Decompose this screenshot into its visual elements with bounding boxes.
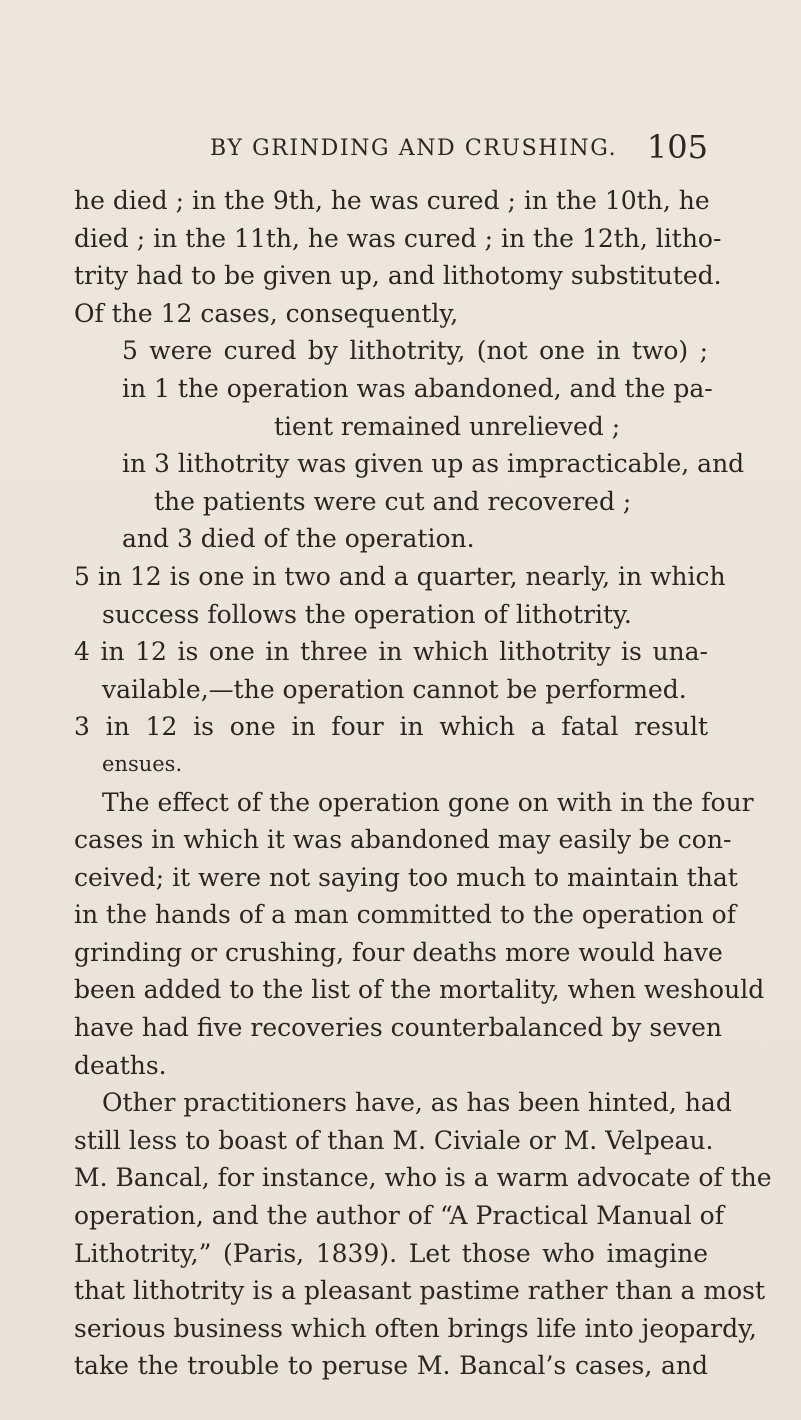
text-line: been added to the list of the mortality, when weshould <box>74 975 765 1005</box>
text-line: 4 in 12 is one in three in which lithotrity is una- <box>74 637 708 667</box>
text-line: Of the 12 cases, consequently, <box>74 298 459 328</box>
text-line: The effect of the operation gone on with in the four <box>102 787 754 817</box>
text-line: still less to boast of than M. Civiale or M. Velpeau. <box>74 1125 714 1155</box>
text-line: 5 in 12 is one in two and a quarter, nearly, in which <box>74 561 726 591</box>
text-line: died ; in the 11th, he was cured ; in the 12th, litho- <box>74 223 722 253</box>
text-line: in 3 lithotrity was given up as impracticable, and <box>122 449 745 479</box>
text-line: vailable,—the operation cannot be performed. <box>102 674 687 704</box>
text-line: operation, and the author of “A Practical Manual of <box>74 1201 724 1231</box>
text-line: serious business which often brings life into jeopardy, <box>74 1313 757 1343</box>
text-line: that lithotrity is a pleasant pastime rather than a most <box>74 1276 766 1306</box>
text-line: 3 in 12 is one in four in which a fatal result <box>74 712 708 742</box>
text-line: ensues. <box>102 751 183 776</box>
page-header <box>210 128 708 172</box>
text-line: in the hands of a man committed to the operation of <box>74 900 736 930</box>
text-line: cases in which it was abandoned may easily be con- <box>74 825 732 855</box>
text-line: he died ; in the 9th, he was cured ; in the 10th, he <box>74 186 710 215</box>
text-line: M. Bancal, for instance, who is a warm advocate of the <box>74 1163 772 1193</box>
text-line: Other practitioners have, as has been hinted, had <box>102 1088 732 1118</box>
text-line: the patients were cut and recovered ; <box>154 486 632 516</box>
text-line: in 1 the operation was abandoned, and the pa- <box>122 373 713 403</box>
text-line: and 3 died of the operation. <box>122 524 475 554</box>
text-line: take the trouble to peruse M. Bancal’s cases, and <box>74 1351 708 1381</box>
body-text <box>74 182 772 1385</box>
text-line: tient remained unrelieved ; <box>274 411 621 441</box>
text-line: trity had to be given up, and lithotomy substituted. <box>74 261 722 291</box>
text-line: Lithotrity,” (Paris, 1839). Let those who imagine <box>74 1238 708 1268</box>
running-head: BY GRINDING AND CRUSHING. <box>210 136 618 161</box>
text-line: 5 were cured by lithotrity, (not one in two) ; <box>122 336 708 366</box>
text-line: have had five recoveries counterbalanced by seven <box>74 1013 723 1043</box>
text-line: deaths. <box>74 1050 167 1080</box>
text-line: ceived; it were not saying too much to maintain that <box>74 862 738 892</box>
page-number: 105 <box>646 128 708 166</box>
text-line: grinding or crushing, four deaths more would have <box>74 937 723 967</box>
text-line: success follows the operation of lithotrity. <box>102 599 632 629</box>
